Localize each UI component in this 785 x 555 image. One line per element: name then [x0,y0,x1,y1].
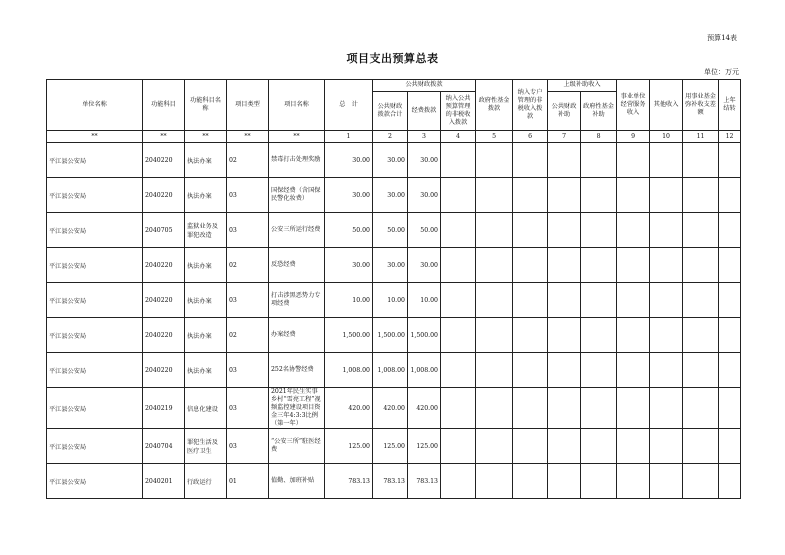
proj-name-cell: 打击涉黑恶势力专项经费 [269,283,325,318]
public-fiscal-subtotal-cell: 50.00 [373,213,408,248]
empty-cell [548,248,581,283]
header-superior-subsidy: 上级补助收入 [548,80,617,92]
header-last-year: 上年结转 [719,80,741,131]
proj-type-cell: 02 [227,143,269,178]
empty-cell [617,178,650,213]
empty-cell [683,318,719,353]
table-row [47,213,741,248]
proj-type-cell: 03 [227,429,269,464]
func-code-cell: 2040220 [143,248,185,283]
empty-cell [650,464,683,499]
proj-type-cell: 02 [227,318,269,353]
empty-cell [617,248,650,283]
empty-cell [617,318,650,353]
index-cell: 8 [581,131,617,143]
proj-type-cell: 02 [227,248,269,283]
empty-cell [581,353,617,388]
public-fiscal-subtotal-cell: 1,500.00 [373,318,408,353]
func-name-cell: 执法办案 [185,143,227,178]
empty-cell [581,178,617,213]
empty-cell [650,318,683,353]
proj-type-cell: 03 [227,388,269,429]
empty-cell [548,464,581,499]
total-cell: 125.00 [325,429,373,464]
func-code-cell: 2040201 [143,464,185,499]
empty-cell [719,248,741,283]
func-code-cell: 2040219 [143,388,185,429]
page-title: 项目支出预算总表 [346,52,439,65]
total-cell: 1,500.00 [325,318,373,353]
proj-type-cell: 03 [227,178,269,213]
empty-cell [617,213,650,248]
fiscal-alloc-cell: 783.13 [408,464,441,499]
empty-cell [581,143,617,178]
empty-cell [513,318,548,353]
func-code-cell: 2040220 [143,283,185,318]
total-cell: 10.00 [325,283,373,318]
empty-cell [513,143,548,178]
func-code-cell: 2040705 [143,213,185,248]
index-cell: ** [143,131,185,143]
empty-cell [548,353,581,388]
index-cell: 10 [650,131,683,143]
empty-cell [650,178,683,213]
empty-cell [683,353,719,388]
empty-cell [548,318,581,353]
empty-cell [548,283,581,318]
public-fiscal-subtotal-cell: 783.13 [373,464,408,499]
header-fund-offset: 用事业基金弥补收支差额 [683,80,719,131]
index-cell: 2 [373,131,408,143]
index-cell: 12 [719,131,741,143]
empty-cell [548,178,581,213]
unit-name-cell: 平江县公安局 [47,143,143,178]
table-row [47,318,741,353]
empty-cell [650,248,683,283]
empty-cell [476,213,513,248]
empty-cell [476,464,513,499]
proj-name-cell: 国保经费（含国保民警化妆费） [269,178,325,213]
table-row [47,178,741,213]
empty-cell [441,143,476,178]
fiscal-alloc-cell: 10.00 [408,283,441,318]
empty-cell [617,353,650,388]
empty-cell [513,248,548,283]
empty-cell [719,318,741,353]
unit-name-cell: 平江县公安局 [47,318,143,353]
empty-cell [719,143,741,178]
table-row [47,429,741,464]
proj-name-cell: 禁毒打击处理奖励 [269,143,325,178]
empty-cell [683,178,719,213]
func-name-cell: 罪犯生活及医疗卫生 [185,429,227,464]
func-code-cell: 2040704 [143,429,185,464]
proj-type-cell: 03 [227,283,269,318]
empty-cell [581,248,617,283]
index-cell: ** [47,131,143,143]
public-fiscal-subtotal-cell: 30.00 [373,248,408,283]
empty-cell [548,429,581,464]
index-cell: 5 [476,131,513,143]
empty-cell [581,213,617,248]
empty-cell [476,248,513,283]
unit-name-cell: 平江县公安局 [47,353,143,388]
empty-cell [513,213,548,248]
func-name-cell: 执法办案 [185,353,227,388]
total-cell: 1,008.00 [325,353,373,388]
func-code-cell: 2040220 [143,353,185,388]
proj-type-cell: 03 [227,213,269,248]
empty-cell [513,429,548,464]
header-public-fiscal-subtotal: 公共财政拨款合计 [373,92,408,131]
header-other-income: 其他收入 [650,80,683,131]
empty-cell [719,429,741,464]
empty-cell [650,283,683,318]
empty-cell [441,213,476,248]
fiscal-alloc-cell: 1,500.00 [408,318,441,353]
func-name-cell: 执法办案 [185,318,227,353]
proj-type-cell: 03 [227,353,269,388]
func-name-cell: 信息化建设 [185,388,227,429]
fiscal-alloc-cell: 30.00 [408,178,441,213]
func-code-cell: 2040220 [143,318,185,353]
empty-cell [441,283,476,318]
empty-cell [719,464,741,499]
empty-cell [476,318,513,353]
empty-cell [476,283,513,318]
empty-cell [650,143,683,178]
unit-name-cell: 平江县公安局 [47,213,143,248]
header-gov-fund: 政府性基金拨款 [476,80,513,131]
fiscal-alloc-cell: 50.00 [408,213,441,248]
empty-cell [617,429,650,464]
unit-name-cell: 平江县公安局 [47,248,143,283]
header-func-code: 功能科目 [143,80,185,131]
public-fiscal-subtotal-cell: 30.00 [373,143,408,178]
empty-cell [719,213,741,248]
index-cell: ** [269,131,325,143]
unit-label: 单位：万元 [704,68,739,76]
header-proj-type: 项目类型 [227,80,269,131]
func-name-cell: 执法办案 [185,248,227,283]
total-cell: 50.00 [325,213,373,248]
total-cell: 420.00 [325,388,373,429]
func-name-cell: 监狱业务及罪犯改造 [185,213,227,248]
table-row [47,248,741,283]
table-row [47,283,741,318]
empty-cell [513,353,548,388]
index-cell: 9 [617,131,650,143]
empty-cell [513,464,548,499]
empty-cell [513,178,548,213]
empty-cell [683,248,719,283]
index-cell: ** [185,131,227,143]
empty-cell [683,388,719,429]
empty-cell [719,353,741,388]
header-institution-income: 事业单位经营服务收入 [617,80,650,131]
empty-cell [548,388,581,429]
index-cell: 3 [408,131,441,143]
index-cell: 4 [441,131,476,143]
header-fiscal-alloc: 经费拨款 [408,92,441,131]
total-cell: 30.00 [325,143,373,178]
index-cell: 11 [683,131,719,143]
unit-name-cell: 平江县公安局 [47,178,143,213]
empty-cell [650,388,683,429]
empty-cell [617,143,650,178]
header-special-non-tax: 纳入专户管理的非税收入拨款 [513,80,548,131]
empty-cell [581,318,617,353]
unit-name-cell: 平江县公安局 [47,388,143,429]
header-superior-fund: 政府性基金补助 [581,92,617,131]
empty-cell [683,283,719,318]
empty-cell [719,178,741,213]
fiscal-alloc-cell: 420.00 [408,388,441,429]
table-row [47,464,741,499]
empty-cell [650,213,683,248]
proj-name-cell: 252名协警经费 [269,353,325,388]
unit-name-cell: 平江县公安局 [47,429,143,464]
empty-cell [617,464,650,499]
empty-cell [617,388,650,429]
empty-cell [476,178,513,213]
fiscal-alloc-cell: 1,008.00 [408,353,441,388]
table-row [47,143,741,178]
func-code-cell: 2040220 [143,143,185,178]
empty-cell [719,388,741,429]
index-row [47,131,741,143]
empty-cell [548,213,581,248]
empty-cell [513,283,548,318]
func-name-cell: 执法办案 [185,283,227,318]
empty-cell [441,248,476,283]
empty-cell [441,353,476,388]
proj-name-cell: 值勤、加班补贴 [269,464,325,499]
public-fiscal-subtotal-cell: 10.00 [373,283,408,318]
empty-cell [441,464,476,499]
empty-cell [513,388,548,429]
proj-name-cell: 办案经费 [269,318,325,353]
header-func-name: 功能科目名称 [185,80,227,131]
header-non-tax-budget: 纳入公共预算管理的非税收入拨款 [441,92,476,131]
header-proj-name: 项目名称 [269,80,325,131]
fiscal-alloc-cell: 30.00 [408,143,441,178]
header-superior-public: 公共财政补助 [548,92,581,131]
header-unit-name: 单位名称 [47,80,143,131]
empty-cell [441,388,476,429]
func-code-cell: 2040220 [143,178,185,213]
empty-cell [683,213,719,248]
empty-cell [581,388,617,429]
public-fiscal-subtotal-cell: 30.00 [373,178,408,213]
empty-cell [441,429,476,464]
total-cell: 783.13 [325,464,373,499]
proj-name-cell: 反恐经费 [269,248,325,283]
func-name-cell: 行政运行 [185,464,227,499]
form-number: 预算14表 [707,34,737,42]
budget-table [46,79,741,499]
public-fiscal-subtotal-cell: 1,008.00 [373,353,408,388]
empty-cell [683,429,719,464]
index-cell: ** [227,131,269,143]
public-fiscal-subtotal-cell: 125.00 [373,429,408,464]
empty-cell [683,143,719,178]
empty-cell [548,143,581,178]
public-fiscal-subtotal-cell: 420.00 [373,388,408,429]
empty-cell [650,429,683,464]
proj-type-cell: 01 [227,464,269,499]
index-cell: 1 [325,131,373,143]
header-public-fiscal: 公共财政拨款 [373,80,476,92]
empty-cell [441,318,476,353]
func-name-cell: 执法办案 [185,178,227,213]
empty-cell [650,353,683,388]
empty-cell [441,178,476,213]
empty-cell [581,429,617,464]
table-row [47,353,741,388]
empty-cell [476,388,513,429]
proj-name-cell: 2021年民生实事乡村“雪亮工程”视频监控建设项目资金三年4:3:3比例（第一年） [269,388,325,429]
index-cell: 6 [513,131,548,143]
empty-cell [476,429,513,464]
proj-name-cell: “公安三所”駐医经费 [269,429,325,464]
empty-cell [719,283,741,318]
unit-name-cell: 平江县公安局 [47,283,143,318]
total-cell: 30.00 [325,178,373,213]
total-cell: 30.00 [325,248,373,283]
empty-cell [683,464,719,499]
empty-cell [476,143,513,178]
fiscal-alloc-cell: 125.00 [408,429,441,464]
empty-cell [581,464,617,499]
proj-name-cell: 公安三所运行经费 [269,213,325,248]
table-row [47,388,741,429]
unit-name-cell: 平江县公安局 [47,464,143,499]
empty-cell [581,283,617,318]
empty-cell [476,353,513,388]
empty-cell [617,283,650,318]
fiscal-alloc-cell: 30.00 [408,248,441,283]
header-total: 总 计 [325,80,373,131]
index-cell: 7 [548,131,581,143]
